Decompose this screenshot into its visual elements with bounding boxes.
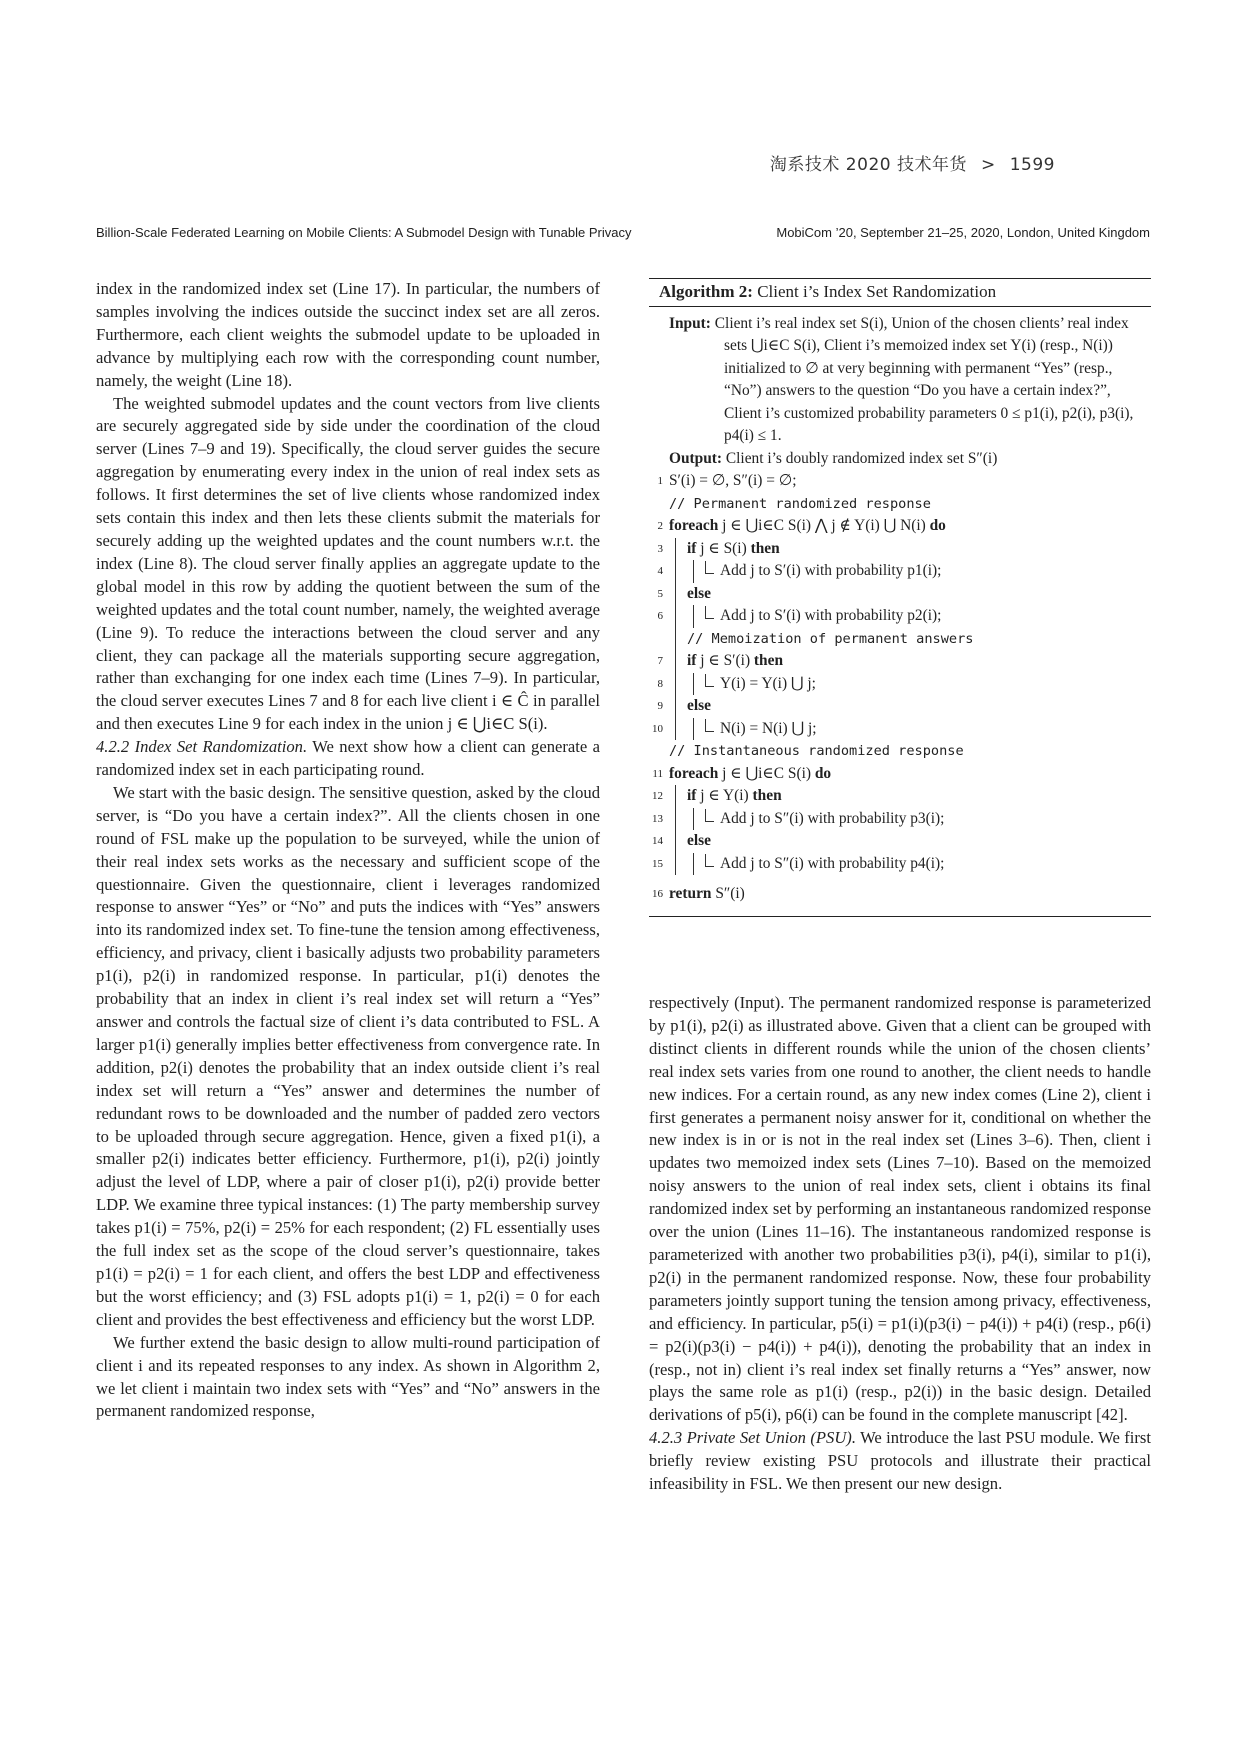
- section-heading: 4.2.2 Index Set Randomization.: [96, 737, 308, 757]
- line-number: 9: [657, 700, 663, 712]
- algorithm-lines: [649, 470, 1151, 906]
- algorithm-line: [649, 673, 1151, 696]
- line-number: 8: [657, 677, 663, 690]
- nesting-bar: [675, 560, 676, 583]
- keyword: foreach: [669, 517, 719, 534]
- paragraph-text: The weighted submodel updates and the count vectors from live clients are securely aggregated side by side under the coordination of the cloud server (Lines 7–9 and 19). Specifically, the cloud server guides the secure aggregation by enumerating every index in the union of real index sets as follows. It first determines the set of live clients whose randomized index sets contain this index and then lets these clients submit the materials for securely adding up the weighted updates and the count numbers w.r.t. the index (Line 8). The cloud server finally applies an aggregate update to the global model in this row by adding the quotient between the sum of the weighted updates and the total count number, namely, the weighted average (Line 9). To reduce the interactions between the cloud server and any client, they can package all the materials supporting secure aggregation, rather than exchanging for one index each time (Lines 7–9). In particular, the cloud server executes Lines 7 and 8 for each live client i ∈ Ĉ in parallel and then executes Line 9 for each index in the union j ∈ ⋃i∈C S(i).: [96, 393, 600, 734]
- algorithm-line: [649, 808, 1151, 831]
- body-paragraph: [96, 393, 600, 737]
- block-end-mark: [705, 674, 714, 687]
- block-end-mark: [705, 854, 714, 867]
- line-text: j ∈ ⋃i∈C S(i): [718, 764, 815, 782]
- line-number: 14: [652, 835, 663, 847]
- algorithm-line: [649, 470, 1151, 493]
- keyword: else: [687, 584, 711, 602]
- algorithm-line: [649, 650, 1151, 673]
- nesting-bar: [675, 673, 676, 696]
- line-number: 1: [657, 475, 663, 487]
- algorithm-output: [649, 448, 1151, 471]
- line-text: Add j to S″(i) with probability p3(i);: [720, 809, 945, 827]
- paragraph-text: We further extend the basic design to allow multi-round participation of client i and its repeated responses to any index. As shown in Algorithm 2, we let client i maintain two index sets with “Yes” and “No” answers in the permanent randomized response,: [96, 1332, 600, 1421]
- algorithm-line: [649, 695, 1151, 718]
- section-paragraph: [649, 1427, 1151, 1496]
- nesting-bar: [675, 853, 676, 876]
- line-text: S″(i): [711, 885, 745, 902]
- line-number: 3: [657, 542, 663, 555]
- paragraph-text: respectively (Input). The permanent randomized response is parameterized by p1(i), p2(i) as illustrated above. Given that a client can be grouped with distinct clients in different rounds while the union of the chosen clients’ real index sets varies from one round to another, the client needs to handle new indices. For a certain round, as any new index comes (Line 2), client i first generates a permanent noisy answer for it, conditional on whether the new index is in or is not in the real index set (Lines 3–6). Then, client i updates two memoized index sets (Lines 7–10). Based on the memoized noisy answers to the union of real index sets, client i obtains its final randomized index set by performing an instantaneous randomized response over the union (Lines 11–16). The instantaneous randomized response is parameterized with another two probabilities p3(i), p4(i), similar to p1(i), p2(i) in the permanent randomized response. Now, these four probability parameters jointly support tuning the tension among privacy, effectiveness, and efficiency. In particular, p5(i) = p1(i)(p3(i) − p4(i)) + p4(i) (resp., p6(i) = p2(i)(p3(i) − p4(i)) + p4(i)), denoting the probability that an index in (resp., not in) client i’s real index set finally returns a “Yes” answer, now plays the same role as p1(i) (resp., p2(i)) in the basic design. Detailed derivations of p5(i), p6(i) can be found in the complete manuscript [42].: [649, 993, 1151, 1425]
- right-column: [649, 992, 1151, 1496]
- line-number: 4: [657, 565, 663, 577]
- body-paragraph: [96, 278, 600, 393]
- nesting-bar: [693, 853, 694, 876]
- nesting-bar: [675, 605, 676, 628]
- line-text: Add j to S′(i) with probability p1(i);: [720, 562, 942, 579]
- keyword: foreach: [669, 764, 719, 782]
- algorithm-line: [649, 583, 1151, 606]
- algorithm-line: [649, 538, 1151, 561]
- algorithm-line: [649, 830, 1151, 853]
- algorithm-line: [649, 605, 1151, 628]
- input-text: Client i’s real index set S(i), Union of the chosen clients’ real index sets ⋃i∈C S(i), Client i’s memoized index set Y(i) (resp., N(i)) initialized to ∅ at very beginning with permanent “Yes” (resp., “No”) answers to the question “Do you have a certain index?”, Client i’s customized probability parameters 0 ≤ p1(i), p2(i), p3(i), p4(i) ≤ 1.: [714, 314, 1134, 444]
- algorithm-label: Algorithm 2:: [659, 282, 753, 301]
- line-text: j ∈ Y(i): [696, 787, 753, 804]
- line-number: 7: [657, 655, 663, 667]
- block-end-mark: [705, 809, 714, 822]
- paragraph-text: We start with the basic design. The sensitive question, asked by the cloud server, is “Do you have a certain index?”. All the clients chosen in one round of FSL make up the population to be surveyed, while the union of their real index sets works as the necessary and sufficient scope of the questionnaire. Given the questionnaire, client i leverages randomized response to answer “Yes” or “No” and puts the indices with “Yes” answers into its randomized index set. To fine-tune the tension among effectiveness, efficiency, and privacy, client i basically adjusts two probability parameters p1(i), p2(i) in randomized response. In particular, p1(i) denotes the probability that an index in client i’s real index set will return a “Yes” answer and controls the factual size of client i’s data contributed to FSL. A larger p1(i) generally implies better effectiveness from convergence rate. In addition, p2(i) denotes the probability that an index outside client i’s real index set will return a “Yes” answer and determines the number of redundant rows to be downloaded and the number of padded zero vectors to be uploaded through secure aggregation. Hence, given a fixed p1(i), a smaller p2(i) indicates better efficiency. Furthermore, p1(i), p2(i) jointly adjust the level of LDP, where a pair of closer p1(i), p2(i) provide better LDP. We examine three typical instances: (1) The party membership survey takes p1(i) = 75%, p2(i) = 25% for each respondent; (2) FL essentially uses the full index set as the scope of the cloud server’s questionnaire, takes p1(i) = p2(i) = 1 for each client, and offers the best LDP and effectiveness but the worst efficiency; and (3) FSL adopts p1(i) = 1, p2(i) = 0 for each client and provides the best effectiveness and efficiency but the worst LDP.: [96, 782, 600, 1329]
- paragraph-text: We next show how a client can generate a randomized index set in each participating round.: [96, 737, 600, 780]
- nesting-bar: [675, 628, 676, 651]
- output-label: Output:: [669, 449, 723, 467]
- line-number: 16: [652, 888, 663, 900]
- running-header-left: Billion-Scale Federated Learning on Mobile Clients: A Submodel Design with Tunable Privacy: [96, 225, 632, 240]
- nesting-bar: [693, 808, 694, 831]
- body-paragraph: [649, 992, 1151, 1427]
- keyword: if: [687, 787, 697, 804]
- keyword: then: [752, 787, 782, 804]
- algorithm-line: [649, 785, 1151, 808]
- line-text: j ∈ S(i): [696, 539, 751, 557]
- nesting-bar: [675, 718, 676, 741]
- nesting-bar: [675, 695, 676, 718]
- line-text: N(i) = N(i) ⋃ j;: [720, 719, 817, 737]
- comment-text: // Memoization of permanent answers: [687, 630, 974, 647]
- line-number: 2: [657, 520, 663, 532]
- block-end-mark: [705, 719, 714, 732]
- comment-text: // Permanent randomized response: [669, 495, 931, 512]
- nesting-bar: [675, 650, 676, 673]
- nesting-bar: [675, 583, 676, 606]
- body-paragraph: [96, 782, 600, 1332]
- keyword: do: [929, 517, 946, 534]
- line-number: 15: [652, 857, 663, 870]
- nesting-bar: [693, 560, 694, 583]
- line-text: S′(i) = ∅, S″(i) = ∅;: [669, 472, 797, 489]
- nesting-bar: [675, 808, 676, 831]
- keyword: if: [687, 539, 697, 557]
- input-label: Input:: [669, 314, 711, 332]
- algorithm-comment: [649, 740, 1151, 763]
- line-number: 11: [652, 767, 663, 780]
- paragraph-text: We introduce the last PSU module. We first briefly review existing PSU protocols and illustrate their practical infeasibility in FSL. We then present our new design.: [649, 1428, 1151, 1494]
- algorithm-line: [649, 560, 1151, 583]
- topbar-title: 淘系技术 2020 技术年货: [769, 155, 967, 175]
- line-text: j ∈ ⋃i∈C S(i) ⋀ j ∉ Y(i) ⋃ N(i): [718, 517, 930, 534]
- algorithm-line: [649, 853, 1151, 876]
- algorithm-line: [649, 718, 1151, 741]
- algorithm-box: [649, 278, 1151, 917]
- block-end-mark: [705, 561, 714, 574]
- algorithm-line: [649, 883, 1151, 906]
- line-text: j ∈ S′(i): [696, 652, 754, 669]
- paragraph-text: index in the randomized index set (Line 17). In particular, the numbers of samples involving the indices outside the succinct index set are all zeros. Furthermore, each client weights the submodel update to be uploaded in advance by multiplying each row with the corresponding count number, namely, the weight (Line 18).: [96, 279, 600, 390]
- nesting-bar: [693, 605, 694, 628]
- keyword: if: [687, 652, 697, 669]
- keyword: then: [750, 539, 780, 557]
- line-number: 12: [652, 790, 663, 802]
- keyword: else: [687, 697, 711, 714]
- keyword: return: [669, 885, 712, 902]
- algorithm-input: [649, 313, 1151, 448]
- algorithm-line: [649, 763, 1151, 786]
- topbar-page-number: 1599: [1009, 155, 1055, 175]
- left-column: [96, 278, 600, 1423]
- algorithm-body: [649, 307, 1151, 916]
- nesting-bar: [675, 785, 676, 808]
- keyword: else: [687, 832, 711, 849]
- comment-text: // Instantaneous randomized response: [669, 743, 964, 759]
- line-text: Y(i) = Y(i) ⋃ j;: [720, 674, 816, 692]
- section-heading: 4.2.3 Private Set Union (PSU).: [649, 1428, 856, 1448]
- nesting-bar: [675, 830, 676, 853]
- algorithm-title: [649, 279, 1151, 307]
- page-topbar: [756, 150, 1055, 175]
- line-number: 6: [657, 610, 663, 622]
- topbar-separator: >: [980, 155, 996, 175]
- keyword: do: [814, 764, 832, 782]
- algorithm-name: Client i’s Index Set Randomization: [757, 282, 997, 301]
- line-text: Add j to S′(i) with probability p2(i);: [720, 607, 942, 624]
- line-number: 10: [652, 722, 663, 735]
- algorithm-comment: [649, 493, 1151, 516]
- algorithm-line: [649, 515, 1151, 538]
- line-number: 5: [657, 587, 663, 600]
- nesting-bar: [693, 673, 694, 696]
- keyword: then: [753, 652, 783, 669]
- section-paragraph: [96, 736, 600, 782]
- running-header-right: MobiCom ’20, September 21–25, 2020, London, United Kingdom: [776, 225, 1150, 240]
- line-number: 13: [652, 812, 663, 825]
- output-text: Client i’s doubly randomized index set S″(i): [725, 449, 998, 467]
- nesting-bar: [675, 538, 676, 561]
- block-end-mark: [705, 606, 714, 619]
- body-paragraph: [96, 1332, 600, 1424]
- algorithm-comment: [649, 628, 1151, 651]
- line-text: Add j to S″(i) with probability p4(i);: [720, 854, 945, 872]
- nesting-bar: [693, 718, 694, 741]
